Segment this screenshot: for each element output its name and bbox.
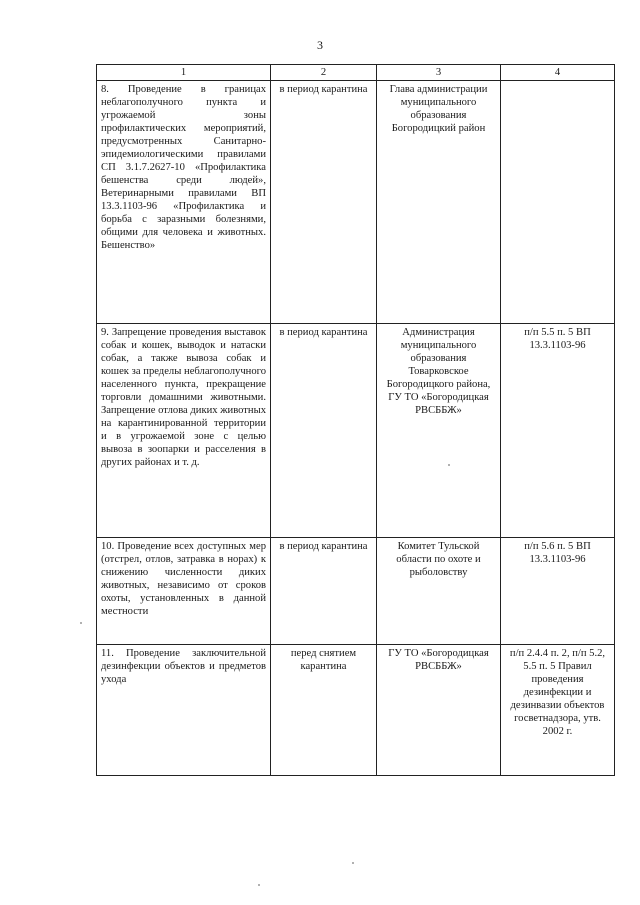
column-header: 2 <box>271 65 377 81</box>
reference-cell: п/п 5.6 п. 5 ВП 13.3.1103-96 <box>501 538 615 645</box>
measures-table <box>96 64 615 776</box>
reference-cell: п/п 2.4.4 п. 2, п/п 5.2, 5.5 п. 5 Правил проведения дезинфекции и дезинвазии объектов госветнадзора, утв. 2002 г. <box>501 645 615 776</box>
activity-cell: 11. Проведение заключительной дезинфекции объектов и предметов ухода <box>97 645 271 776</box>
period-cell: в период карантина <box>271 538 377 645</box>
period-cell: в период карантина <box>271 324 377 538</box>
table-row <box>97 81 615 324</box>
responsible-cell: Администрация муниципального образования Товарковское Богородицкого района, ГУ ТО «Богородицкая РВСББЖ» <box>377 324 501 538</box>
activity-cell: 8. Проведение в границах неблагополучного пункта и угрожаемой зоны профилактических мероприятий, предусмотренных Санитарно-эпидемиологическими правилами СП 3.1.7.2627-10 «Профилактика бешенства среди людей», Ветеринарными правилами ВП 13.3.1103-96 «Профилактика и борьба с заразными болезнями, общими для человека и животных. Бешенство» <box>97 81 271 324</box>
column-header: 4 <box>501 65 615 81</box>
responsible-cell: Глава администрации муниципального образования Богородицкий район <box>377 81 501 324</box>
column-header: 3 <box>377 65 501 81</box>
scan-speck <box>80 622 82 624</box>
column-header: 1 <box>97 65 271 81</box>
table-row <box>97 324 615 538</box>
period-cell: перед снятием карантина <box>271 645 377 776</box>
reference-cell: п/п 5.5 п. 5 ВП 13.3.1103-96 <box>501 324 615 538</box>
table-row <box>97 538 615 645</box>
activity-cell: 10. Проведение всех доступных мер (отстрел, отлов, затравка в норах) к снижению численности диких животных, независимо от сроков охоты, установленных в данной местности <box>97 538 271 645</box>
scan-speck <box>448 464 450 466</box>
page-number: 3 <box>317 38 323 52</box>
responsible-cell: ГУ ТО «Богородицкая РВСББЖ» <box>377 645 501 776</box>
table-header-row <box>97 65 615 81</box>
activity-cell: 9. Запрещение проведения выставок собак и кошек, выводок и натаски собак, а также вывоза собак и кошек за пределы неблагополучного населенного пункта, прекращение торговли домашними животными. Запрещение отлова диких животных на карантинированной территории и в угрожаемой зоне с целью вывоза в зоопарки и расселения в других районах и т. д. <box>97 324 271 538</box>
reference-cell <box>501 81 615 324</box>
scan-speck <box>352 862 354 864</box>
scan-speck <box>258 884 260 886</box>
responsible-cell: Комитет Тульской области по охоте и рыболовству <box>377 538 501 645</box>
table-row <box>97 645 615 776</box>
period-cell: в период карантина <box>271 81 377 324</box>
